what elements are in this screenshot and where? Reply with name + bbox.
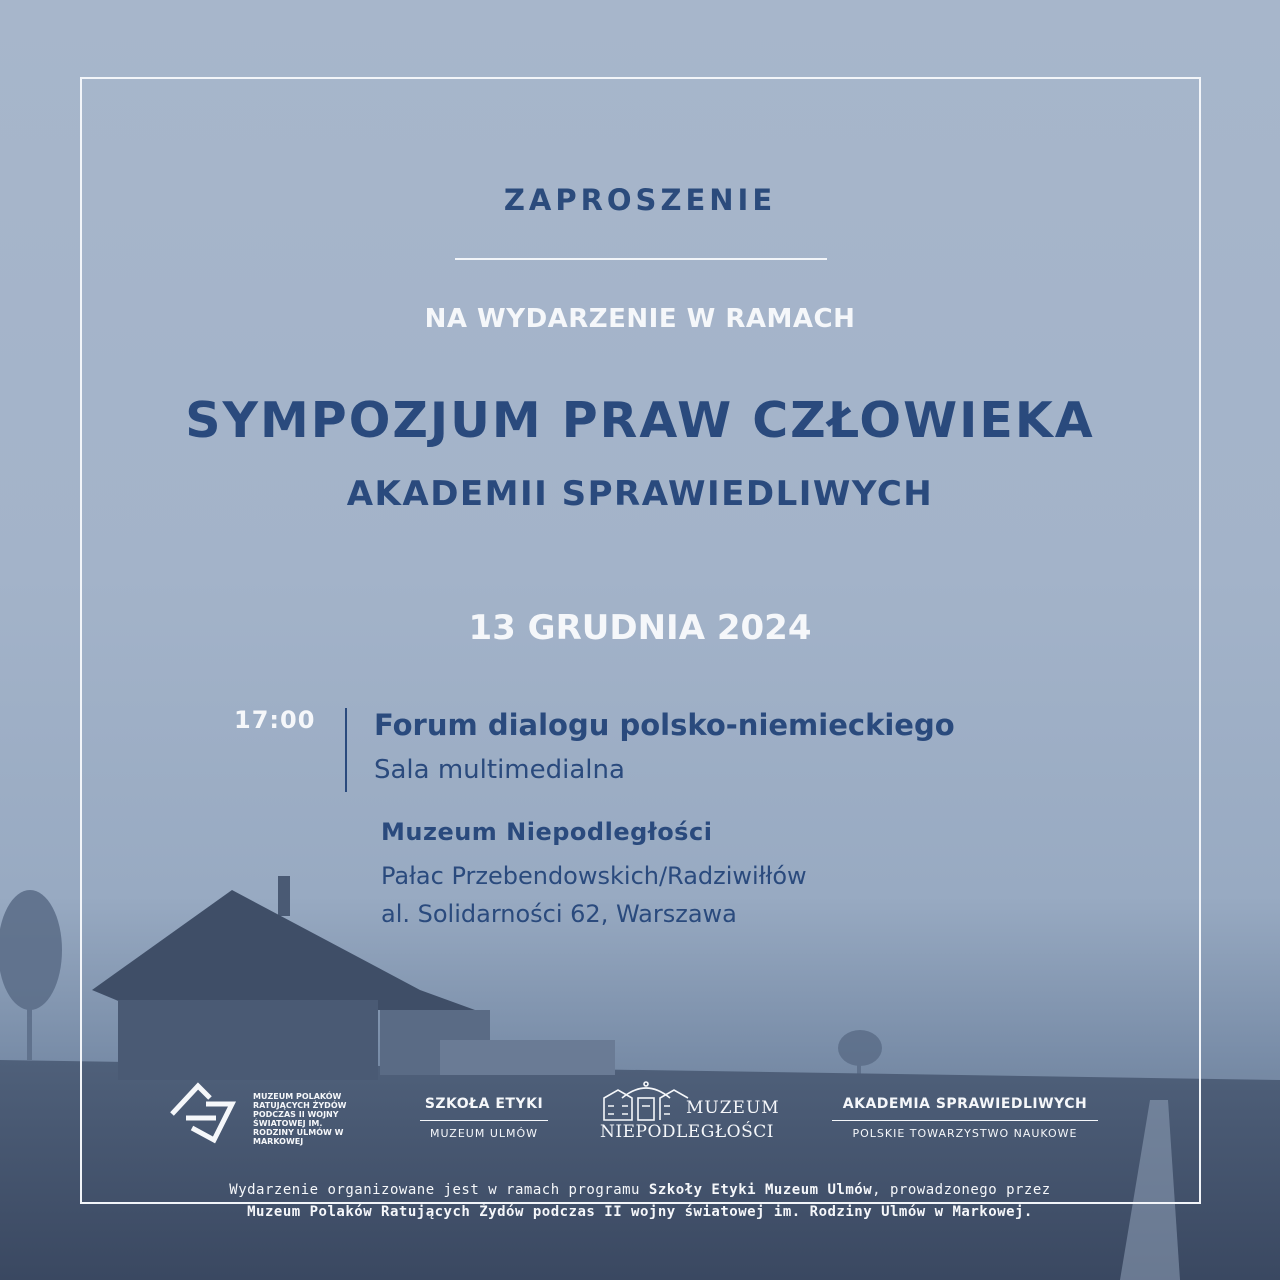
academy-logo [826, 1096, 1104, 1140]
footer-program-name: Szkoły Etyki Muzeum Ulmów [648, 1182, 873, 1198]
school-of-ethics-logo [412, 1096, 556, 1140]
school-sub: MUZEUM ULMÓW [429, 1127, 539, 1140]
school-logo-divider [420, 1120, 548, 1121]
event-date: 13 GRUDNIA 2024 [468, 608, 812, 648]
footer-line1-post: , prowadzonego przez [872, 1182, 1051, 1198]
venue-name: Muzeum Niepodległości [381, 818, 713, 846]
independence-museum-name-2: NIEPODLEGŁOŚCI [600, 1122, 774, 1142]
invitation-kicker: ZAPROSZENIE [503, 183, 777, 217]
footer-organizer-name: Muzeum Polaków Ratujących Żydów podczas II wojny światowej im. Rodziny Ulmów w Markowej. [247, 1204, 1033, 1220]
ulma-museum-logo-text: MUZEUM POLAKÓW RATUJĄCYCH ŻYDÓW PODCZAS II WOJNY ŚWIATOWEJ IM. RODZINY ULMÓW W MARKOWEJ [253, 1092, 347, 1146]
divider [455, 258, 827, 260]
footer-line-2 [0, 1204, 1280, 1220]
academy-logo-divider [832, 1120, 1098, 1121]
event-time: 17:00 [234, 706, 316, 734]
time-divider [345, 708, 347, 792]
academy-sub: POLSKIE TOWARZYSTWO NAUKOWE [852, 1127, 1078, 1140]
academy-name: AKADEMIA SPRAWIEDLIWYCH [842, 1096, 1088, 1112]
event-name: Forum dialogu polsko-niemieckiego [374, 708, 955, 742]
footer-line1-pre: Wydarzenie organizowane jest w ramach programu [229, 1182, 649, 1198]
event-series-title: SYMPOZJUM PRAW CZŁOWIEKA [185, 392, 1095, 449]
invitation-subtitle: NA WYDARZENIE W RAMACH [424, 304, 856, 334]
footer-line-1 [0, 1182, 1280, 1198]
independence-museum-name-1: MUZEUM [686, 1098, 780, 1118]
event-room: Sala multimedialna [374, 755, 625, 785]
ulma-museum-logo-icon [168, 1078, 248, 1144]
venue-address: al. Solidarności 62, Warszawa [381, 900, 737, 928]
event-series-title-line2: AKADEMII SPRAWIEDLIWYCH [346, 474, 934, 514]
venue-building: Pałac Przebendowskich/Radziwiłłów [381, 862, 807, 890]
school-name: SZKOŁA ETYKI [424, 1096, 544, 1112]
